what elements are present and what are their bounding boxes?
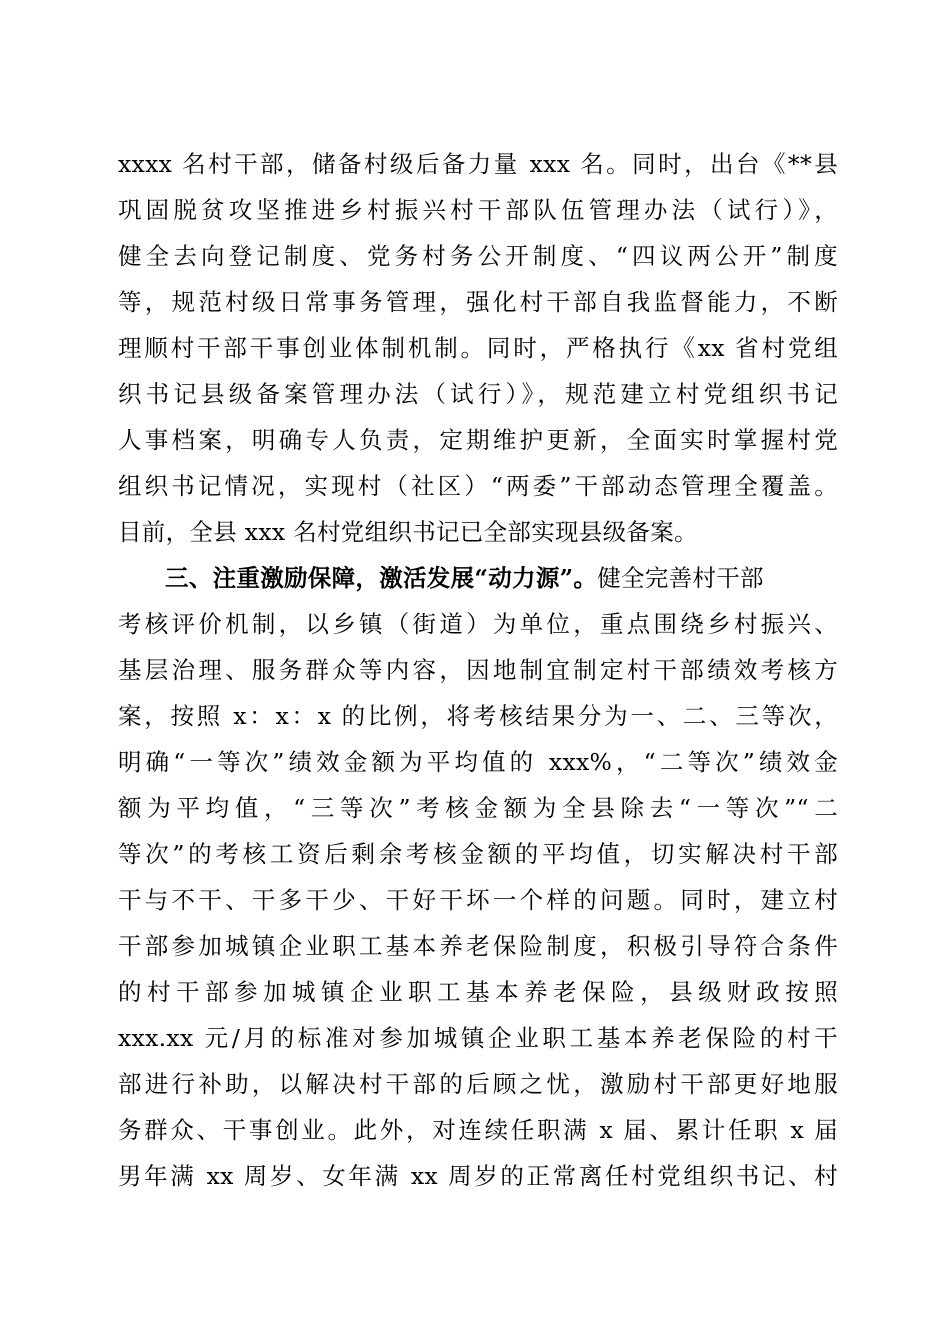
paragraph-line: 健全去向登记制度、党务村务公开制度、“四议两公开”制度 (118, 242, 838, 270)
paragraph-line: 干与不干、干多干少、干好干坏一个样的问题。同时，建立村 (118, 886, 838, 914)
paragraph-line: 额为平均值，“三等次”考核金额为全县除去“一等次”“二 (118, 794, 838, 822)
paragraph-line: 组织书记情况，实现村（社区）“两委”干部动态管理全覆盖。 (118, 472, 838, 500)
paragraph-line: 的村干部参加城镇企业职工基本养老保险，县级财政按照 (118, 978, 838, 1006)
paragraph-line: xxx.xx 元/月的标准对参加城镇企业职工基本养老保险的村干 (118, 1024, 838, 1052)
paragraph-line: 等，规范村级日常事务管理，强化村干部自我监督能力，不断 (118, 288, 838, 316)
paragraph-first-line (118, 555, 838, 601)
paragraph-2 (118, 555, 838, 1199)
paragraph-line: 基层治理、服务群众等内容，因地制宜制定村干部绩效考核方 (118, 656, 838, 684)
paragraph-line: 人事档案，明确专人负责，定期维护更新，全面实时掌握村党 (118, 426, 838, 454)
paragraph-line: 考核评价机制，以乡镇（街道）为单位，重点围绕乡村振兴、 (118, 610, 838, 638)
paragraph-1 (118, 141, 838, 555)
paragraph-line: 等次”的考核工资后剩余考核金额的平均值，切实解决村干部 (118, 840, 838, 868)
paragraph-line: 干部参加城镇企业职工基本养老保险制度，积极引导符合条件 (118, 932, 838, 960)
paragraph-line: 男年满 xx 周岁、女年满 xx 周岁的正常离任村党组织书记、村 (118, 1162, 838, 1190)
paragraph-line: 织书记县级备案管理办法（试行）》，规范建立村党组织书记 (118, 380, 838, 408)
paragraph-line: 部进行补助，以解决村干部的后顾之忧，激励村干部更好地服 (118, 1070, 838, 1098)
document-body (118, 141, 838, 1199)
section-heading: 三、注重激励保障，激活发展“动力源”。 (165, 564, 598, 592)
paragraph-line: 明确“一等次”绩效金额为平均值的 xxx%，“二等次”绩效金 (118, 748, 838, 776)
heading-continuation: 健全完善村干部 (597, 564, 764, 592)
paragraph-line: 务群众、干事创业。此外，对连续任职满 x 届、累计任职 x 届 (118, 1116, 838, 1144)
paragraph-line: 目前，全县 xxx 名村党组织书记已全部实现县级备案。 (118, 518, 698, 546)
paragraph-line: xxxx 名村干部，储备村级后备力量 xxx 名。同时，出台《**县 (118, 150, 838, 178)
paragraph-line: 理顺村干部干事创业体制机制。同时，严格执行《xx 省村党组 (118, 334, 838, 362)
paragraph-line: 案，按照 x：x：x 的比例，将考核结果分为一、二、三等次， (118, 702, 838, 730)
paragraph-line: 巩固脱贫攻坚推进乡村振兴村干部队伍管理办法（试行）》， (118, 196, 838, 224)
